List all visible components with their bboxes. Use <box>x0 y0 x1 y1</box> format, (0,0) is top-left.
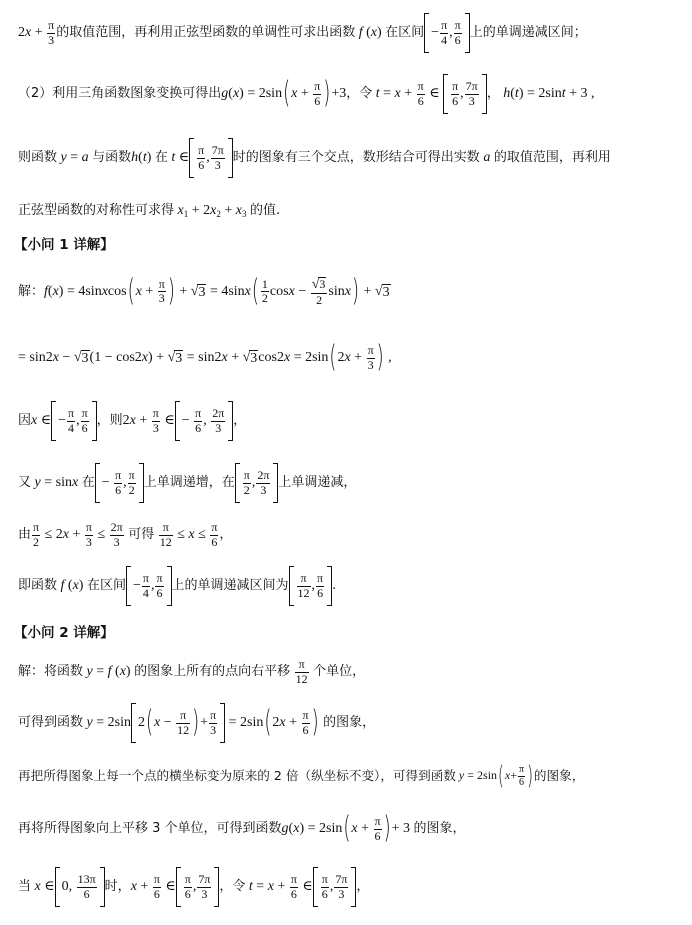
math-expr: x 1 + 2 x 2 + x 3 <box>177 203 247 220</box>
text-segment: 再把所得图象上每一个点的横坐标变为原来的 2 倍（纵坐标不变），可得到函数 <box>18 768 456 784</box>
text-segment: （2）利用三角函数图象变换可得出 <box>18 85 222 101</box>
math-expr: t = x + $\frac{\pi}{6}$ ∈ $\frac{\pi}{6}$ , $\frac{7\pi}{3}$ <box>245 867 356 907</box>
text-segment: 解： <box>18 283 45 299</box>
text-segment: 的值. <box>249 202 281 218</box>
text-line-8 <box>18 460 684 506</box>
math-expr: $\frac{\pi}{2}$ ≤ 2 x + $\frac{\pi}{3}$ ≤ $\frac{2\pi}{3}$ <box>33 519 123 549</box>
text-segment: ，则 <box>96 412 123 428</box>
text-segment: 当 <box>18 878 32 894</box>
text-segment: 的图象上所有的点向右平移 <box>134 663 291 679</box>
text-segment: 又 <box>18 474 32 490</box>
text-segment: ， <box>486 85 500 101</box>
math-expr: x ∈ 0, $\frac{13\pi}{6}$ <box>31 867 105 907</box>
text-segment: 可得 <box>128 526 155 542</box>
math-expr: h ( t ) <box>131 150 155 166</box>
math-expr: h ( t ) = 2sin t + 3 , <box>503 86 595 102</box>
text-line-10 <box>18 563 684 609</box>
text-segment: 的图象， <box>533 768 585 784</box>
text-segment: 即函数 <box>18 577 58 593</box>
section-heading-2 <box>14 622 684 644</box>
text-line-6 <box>18 334 684 382</box>
text-segment: ， <box>219 526 233 542</box>
math-expr: y = sin x <box>34 475 79 491</box>
math-expr: g ( x ) = 2sin ( x + $\frac{\pi}{6}$ ) + 3 <box>281 810 414 846</box>
text-segment: 与函数 <box>92 149 132 165</box>
text-segment: 时的图象有三个交点，数形结合可得出实数 <box>232 149 480 165</box>
math-expr: x ∈ − $\frac{\pi}{4}$ , $\frac{\pi}{6}$ <box>31 401 97 441</box>
math-interval: t ∈ $\frac{\pi}{6}$ , $\frac{7\pi}{3}$ <box>168 138 233 178</box>
math-expr: y = 2sin 2 ( x − $\frac{\pi}{12}$ ) + $\frac{\pi}{3}$ = 2sin ( 2 x + $\frac{\pi}{6}$ ) <box>83 703 323 743</box>
math-interval: $\frac{\pi}{12}$ , $\frac{\pi}{6}$ <box>289 566 333 606</box>
text-line-12 <box>18 700 684 746</box>
text-segment: 个单位， <box>313 663 366 679</box>
math-expr: f ( x ) = 4sin x cos ( x + $\frac{\pi}{3}$ ) + √ 3 = 4sin x ( $\frac{1}{2}$ cos x − √ 3 2 sin x ) + √ 3 <box>44 273 390 309</box>
heading-text: 【小问 1 详解】 <box>14 236 114 253</box>
text-line-1 <box>18 16 684 50</box>
text-segment: 则函数 <box>18 149 58 165</box>
math-expr: = sin2 x − √ 3 (1 − cos2 x ) + √ 3 = sin2 x + √ 3 cos2 x = 2sin ( 2 x + $\frac{\pi}{3}$ ) , <box>18 339 392 375</box>
math-expr: 2 x + $\frac{\pi}{3}$ <box>18 17 55 47</box>
heading-text: 【小问 2 详解】 <box>14 624 114 641</box>
text-segment: 在区间 <box>86 577 126 593</box>
math-interval: $\frac{\pi}{2}$ , $\frac{2\pi}{3}$ <box>235 463 279 503</box>
text-segment: 上单调递减， <box>278 474 357 490</box>
text-segment: 的取值范围，再利用正弦型函数的单调性可求出函数 <box>56 24 356 40</box>
text-segment: ， <box>233 412 247 428</box>
text-segment: 由 <box>18 526 32 542</box>
text-line-3 <box>18 136 684 180</box>
text-line-13 <box>18 756 684 796</box>
math-expr: $\frac{\pi}{12}$ ≤ x ≤ $\frac{\pi}{6}$ <box>159 519 218 549</box>
math-expr: y = a <box>60 150 89 166</box>
text-segment: 在 <box>154 149 168 165</box>
text-line-11 <box>18 652 684 692</box>
text-line-5 <box>18 268 684 316</box>
text-segment: 在区间 <box>385 24 425 40</box>
math-interval: − $\frac{\pi}{4}$ , $\frac{\pi}{6}$ <box>126 566 172 606</box>
text-line-9 <box>18 515 684 555</box>
math-expr: a <box>483 150 491 166</box>
math-expr: y = f ( x ) <box>86 664 135 680</box>
math-expr: t = x + $\frac{\pi}{6}$ ∈ $\frac{\pi}{6}$ , $\frac{7\pi}{3}$ <box>372 74 486 114</box>
text-segment: 上单调递增，在 <box>143 474 235 490</box>
text-segment: 的图象， <box>323 714 376 730</box>
text-segment: ， <box>356 878 370 894</box>
math-expr: f ( x ) <box>60 578 87 594</box>
text-line-14 <box>18 808 684 850</box>
text-line-15 <box>18 864 684 910</box>
text-segment: 的图象， <box>413 820 466 836</box>
text-segment: 可得到函数 <box>18 714 84 730</box>
math-interval: − $\frac{\pi}{6}$ , $\frac{\pi}{2}$ <box>95 463 144 503</box>
math-expr: f ( x ) <box>358 25 386 41</box>
math-interval: − $\frac{\pi}{4}$ , $\frac{\pi}{6}$ <box>424 13 470 53</box>
text-segment: 时， <box>104 878 131 894</box>
text-segment: ，令 <box>219 878 246 894</box>
text-segment: 因 <box>18 412 32 428</box>
text-segment: 解：将函数 <box>18 663 84 679</box>
text-segment: . <box>332 577 337 593</box>
text-segment: 上的单调递减区间为 <box>171 577 289 593</box>
text-line-4 <box>18 200 684 222</box>
text-segment: 在 <box>81 474 95 490</box>
math-expr: x + $\frac{\pi}{6}$ ∈ $\frac{\pi}{6}$ , $\frac{7\pi}{3}$ <box>131 867 220 907</box>
text-line-2 <box>18 72 684 116</box>
math-expr: $\frac{\pi}{12}$ <box>295 656 308 686</box>
text-segment: 再将所得图象向上平移 3 个单位，可得到函数 <box>18 820 282 836</box>
text-segment: ，令 <box>346 85 373 101</box>
math-expr: g ( x ) = 2sin ( x + $\frac{\pi}{6}$ ) +3 <box>221 75 347 111</box>
text-segment: 的取值范围，再利用 <box>493 149 611 165</box>
text-line-7 <box>18 398 684 444</box>
section-heading-1 <box>14 234 684 256</box>
math-expr: 2 x + $\frac{\pi}{3}$ ∈ − $\frac{\pi}{6}$ , $\frac{2\pi}{3}$ <box>123 401 234 441</box>
math-expr: y = 2sin ( x + $\frac{\pi}{6}$ ) <box>458 759 533 791</box>
text-segment: 上的单调递减区间； <box>469 24 587 40</box>
text-segment: 正弦型函数的对称性可求得 <box>18 202 175 218</box>
